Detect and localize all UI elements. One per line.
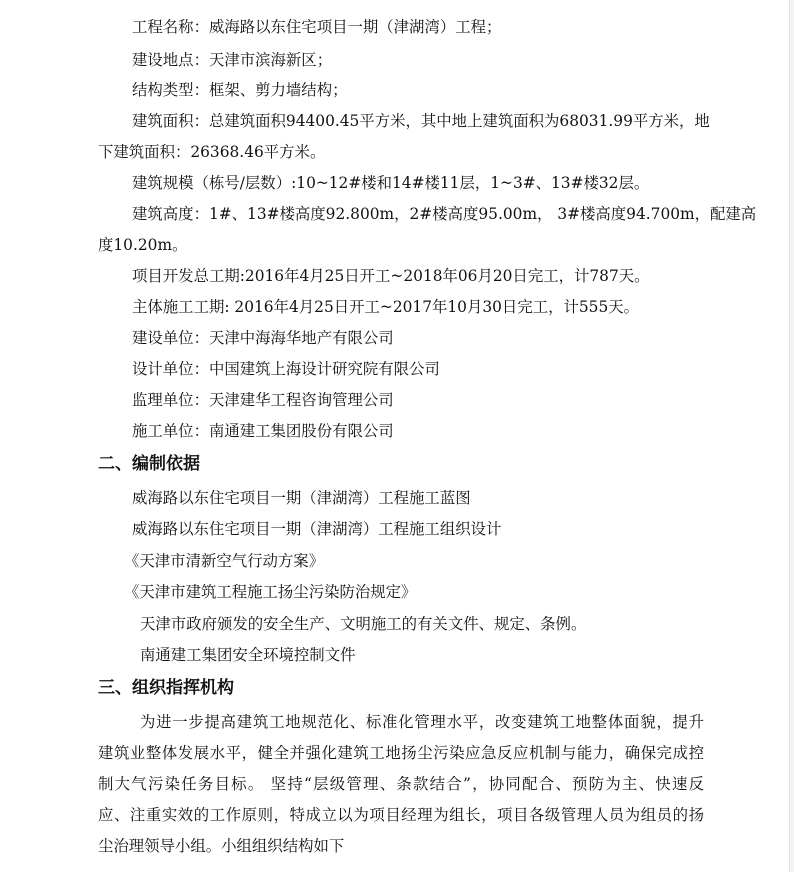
section3-paragraph-line: 尘治理领导小组。小组组织结构如下 <box>98 837 345 855</box>
project-builder: 建设单位：天津中海海华地产有限公司 <box>132 329 394 347</box>
project-area-line2: 下建筑面积：26368.46平方米。 <box>98 143 326 161</box>
section2-item: 《天津市建筑工程施工扬尘污染防治规定》 <box>124 583 417 601</box>
section2-heading: 二、编制依据 <box>98 454 200 474</box>
section2-item: 威海路以东住宅项目一期（津湖湾）工程施工组织设计 <box>132 520 502 538</box>
section2-item: 威海路以东住宅项目一期（津湖湾）工程施工蓝图 <box>132 489 471 507</box>
project-name: 工程名称：威海路以东住宅项目一期（津湖湾）工程； <box>132 18 502 36</box>
project-supervisor: 监理单位：天津建华工程咨询管理公司 <box>132 391 394 409</box>
page-edge-divider <box>789 0 794 872</box>
project-area-line1: 建筑面积：总建筑面积94400.45平方米，其中地上建筑面积为68031.99平方米，地 <box>132 112 710 130</box>
section3-paragraph-line: 制大气污染任务目标。 坚持“层级管理、条款结合”，协同配合、预防为主、快速反 <box>98 775 704 793</box>
project-contractor: 施工单位：南通建工集团股份有限公司 <box>132 422 394 440</box>
project-main-period: 主体施工工期: 2016年4月25日开工~2017年10月30日完工，计555天。 <box>132 298 640 316</box>
project-location: 建设地点：天津市滨海新区； <box>132 51 333 69</box>
project-designer: 设计单位：中国建筑上海设计研究院有限公司 <box>132 360 440 378</box>
project-scale: 建筑规模（栋号/层数）:10~12#楼和14#楼11层，1~3#、13#楼32层。 <box>132 174 650 192</box>
section2-item: 南通建工集团安全环境控制文件 <box>140 646 356 664</box>
section2-item: 《天津市清新空气行动方案》 <box>124 552 325 570</box>
project-dev-period: 项目开发总工期:2016年4月25日开工~2018年06月20日完工，计787天。 <box>132 267 650 285</box>
section3-paragraph-line: 为进一步提高建筑工地规范化、标准化管理水平，改变建筑工地整体面貌，提升 <box>140 713 704 731</box>
project-height-line1: 建筑高度：1#、13#楼高度92.800m，2#楼高度95.00m， 3#楼高度94.700m，配建高 <box>132 205 757 223</box>
section2-item: 天津市政府颁发的安全生产、文明施工的有关文件、规定、条例。 <box>140 615 587 633</box>
project-height-line2: 度10.20m。 <box>98 236 188 254</box>
section3-paragraph-line: 建筑业整体发展水平，健全并强化建筑工地扬尘污染应急反应机制与能力，确保完成控 <box>98 744 704 762</box>
section3-paragraph-line: 应、注重实效的工作原则，特成立以为项目经理为组长，项目各级管理人员为组员的扬 <box>98 806 704 824</box>
section3-heading: 三、组织指挥机构 <box>98 678 234 698</box>
project-structure: 结构类型：框架、剪力墙结构； <box>132 81 348 99</box>
